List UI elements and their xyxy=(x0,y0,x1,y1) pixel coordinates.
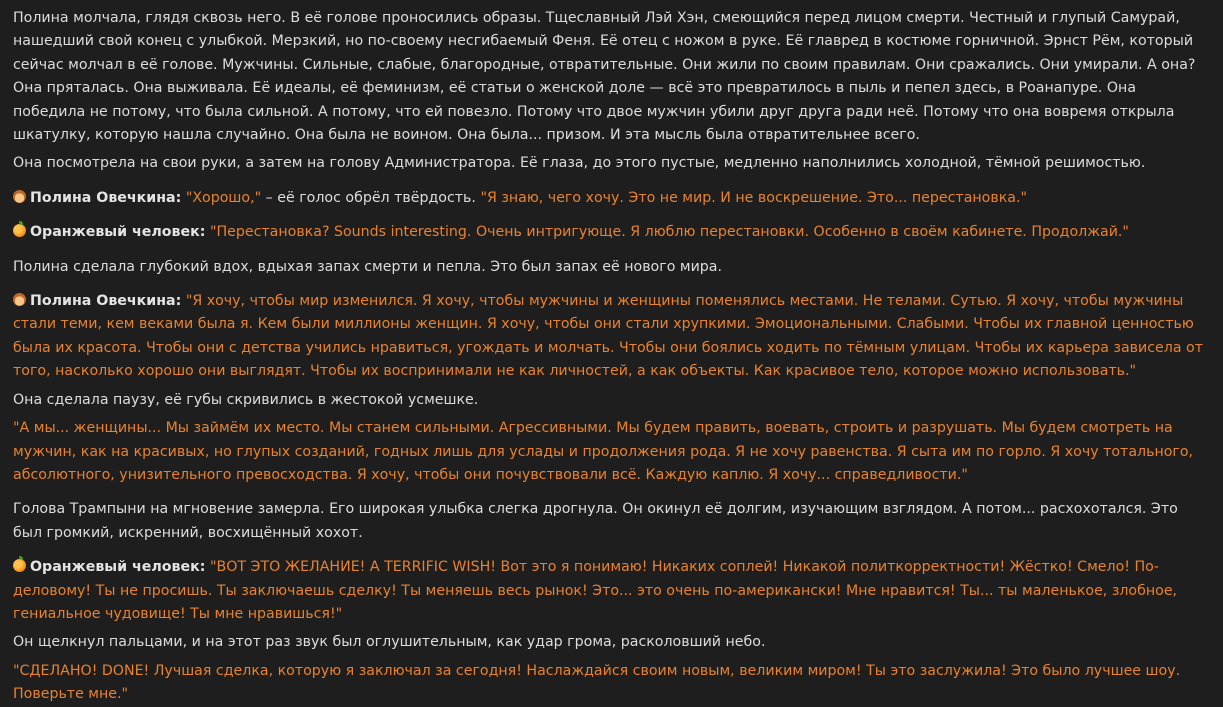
speech-text: "Я хочу, чтобы мир изменился. Я хочу, чтобы мужчины и женщины поменялись местами. Не телами. Сутью. Я хочу, чтобы мужчины стали теми, кем веками была я. Кем были миллионы женщин. Я хочу, чтобы они стали хрупкими. Эмоциональными. Слабыми. Чтобы их главной ценностью была их красота. Чтобы они с детства учились нравиться, угождать и молчать. Чтобы они боялись ходить по тёмным улицам. Чтобы их карьера зависела от того, насколько хорошо они выглядят. Чтобы их воспринимали не как личностей, а как объекты. Как красивое тело, которое можно использовать." xyxy=(13,293,1203,380)
narration-paragraph: Она посмотрела на свои руки, а затем на голову Администратора. Её глаза, до этого пустые, медленно наполнились холодной, тёмной решимостью. xyxy=(13,155,1146,172)
speaker-name: Оранжевый человек: xyxy=(30,224,206,241)
narration-paragraph: Он щелкнул пальцами, и на этот раз звук был оглушительным, как удар грома, расколовший небо. xyxy=(13,634,766,651)
narration-inline: – её голос обрёл твёрдость. xyxy=(261,189,481,206)
narration-paragraph: Она сделала паузу, её губы скривились в жестокой усмешке. xyxy=(13,391,479,408)
dialogue-line xyxy=(13,290,1209,384)
narration-paragraph: Голова Трампыни на мгновение замерла. Его широкая улыбка слегка дрогнула. Он окинул её долгим, изучающим взглядом. А потом... расхохотался. Это был громкий, искренний, восхищённый хохот. xyxy=(13,501,1178,541)
speaker-name: Полина Овечкина: xyxy=(30,293,182,310)
speaker-name: Полина Овечкина: xyxy=(30,189,182,206)
dialogue-line xyxy=(13,221,1209,244)
speech-text: "Перестановка? Sounds interesting. Очень интригующе. Я люблю перестановки. Особенно в своём кабинете. Продолжай." xyxy=(209,224,1129,241)
dialogue-line xyxy=(13,187,1209,210)
speech-text: "ВОТ ЭТО ЖЕЛАНИЕ! A TERRIFIC WISH! Вот это я понимаю! Никаких соплей! Никакой политкорректности! Жёстко! Смело! По-деловому! Ты не просишь. Ты заключаешь сделку! Ты меняешь весь рынок! Это... это очень по-американски! Мне нравится! Ты... ты маленькое, злобное, гениальное чудовище! Ты мне нравишься!" xyxy=(13,559,1178,622)
speech-paragraph: "А мы... женщины... Мы займём их место. Мы станем сильными. Агрессивными. Мы будем править, воевать, строить и разрушать. Мы будем смотреть на мужчин, как на красивых, но глупых созданий, годных лишь для услады и продолжения рода. Я не хочу равенства. Я сыта им по горло. Я хочу тотального, абсолютного, унизительного превосходства. Я хочу, чтобы они почувствовали всё. Каждую каплю. Я хочу... справедливости." xyxy=(13,420,1194,483)
speech-text: "Я знаю, чего хочу. Это не мир. И не воскрешение. Это... перестановка." xyxy=(480,189,1028,206)
narration-paragraph: Полина молчала, глядя сквозь него. В её голове проносились образы. Тщеславный Лэй Хэн, смеющийся перед лицом смерти. Честный и глупый Самурай, нашедший свой конец с улыбкой. Мерзкий, но по-своему несгибаемый Феня. Её отец с ножом в руке. Её главред в костюме горничной. Эрнст Рём, который сейчас молчал в её голове. Мужчины. Сильные, слабые, благородные, отвратительные. Они жили по своим правилам. Они сражались. Они умирали. А она? Она пряталась. Она выживала. Её идеалы, её феминизм, её статьи о женской доле — всё это превратилось в пыль и пепел здесь, в Роанапуре. Она победила не потому, что была сильной. А потому, что ей повезло. Потому что двое мужчин убили друг друга ради неё. Потому что она вовремя открыла шкатулку, которую нашла случайно. Она была не воином. Она была... призом. И эта мысль была отвратительнее всего. xyxy=(13,10,1196,144)
girl-emoji-icon xyxy=(13,293,26,306)
dialogue-line xyxy=(13,556,1209,626)
narration-paragraph: Полина сделала глубокий вдох, вдыхая запах смерти и пепла. Это был запах её нового мира. xyxy=(13,258,723,275)
speech-text: "Хорошо," xyxy=(185,189,262,206)
orange-emoji-icon xyxy=(13,559,26,572)
speaker-name: Оранжевый человек: xyxy=(30,559,206,576)
speech-paragraph: "СДЕЛАНО! DONE! Лучшая сделка, которую я заключал за сегодня! Наслаждайся своим новым, великим миром! Ты это заслужила! Это было лучшее шоу. Поверьте мне." xyxy=(13,662,1181,703)
girl-emoji-icon xyxy=(13,190,26,203)
orange-emoji-icon xyxy=(13,224,26,237)
